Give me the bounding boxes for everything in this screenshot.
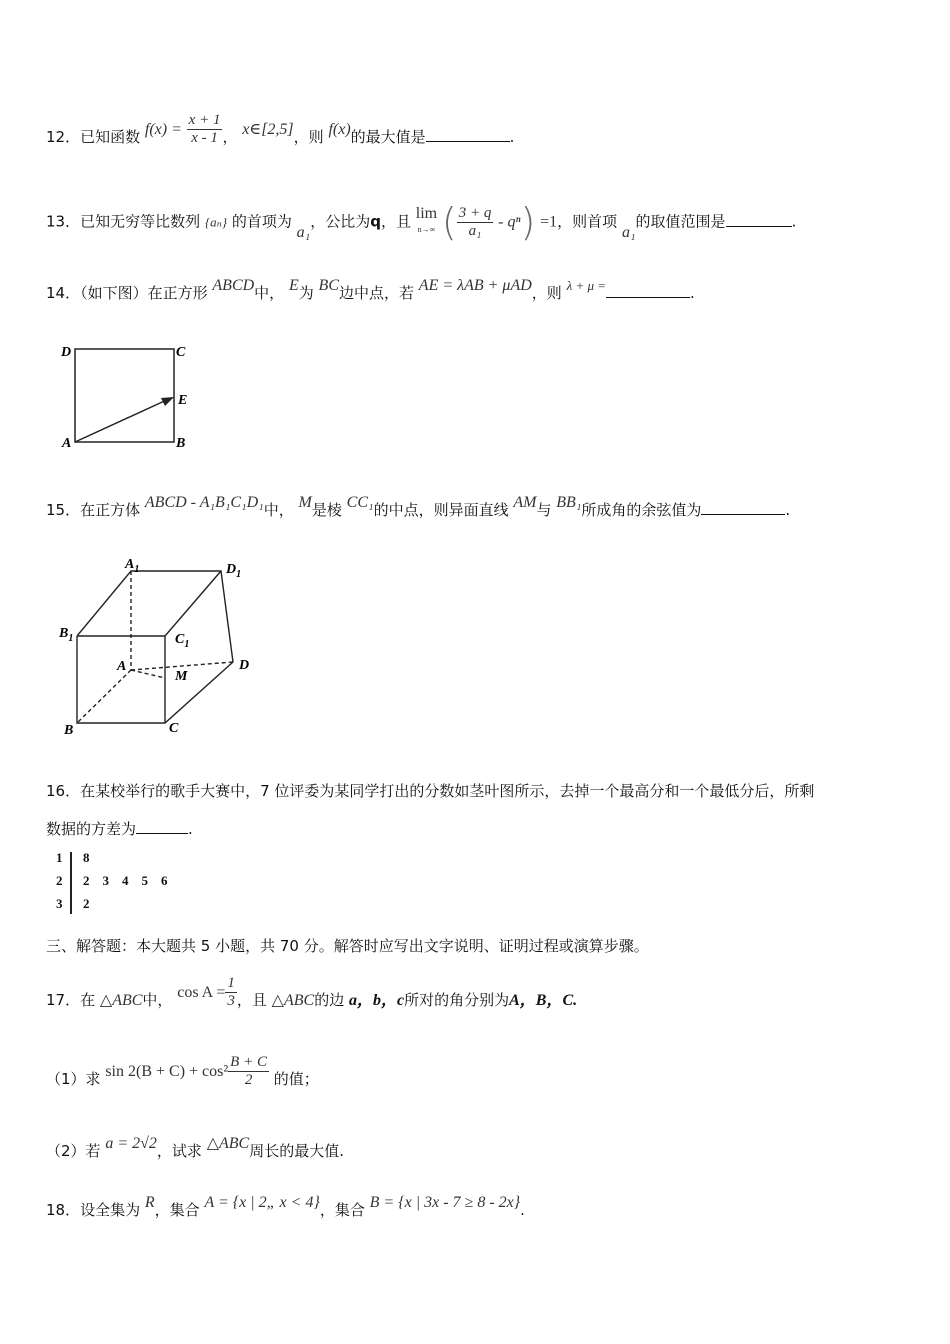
q13-frac-num: 3 + q xyxy=(458,204,492,221)
q12-number: 12． xyxy=(46,128,81,146)
q15-text5: 与 xyxy=(536,501,552,519)
q14-square-figure xyxy=(55,336,205,456)
q15-cube: ABCD - A₁B₁C₁D₁ xyxy=(144,494,264,511)
label-b1-sub: 1 xyxy=(68,633,74,644)
q17-1-frac-num: B + C xyxy=(230,1054,267,1070)
question-12 xyxy=(46,112,515,155)
question-13 xyxy=(46,200,796,244)
edge-c1d1 xyxy=(165,571,221,636)
q18-text3: ，集合 xyxy=(319,1201,365,1219)
q17-triangle2: △ABC xyxy=(271,992,315,1009)
q12-frac-num: x + 1 xyxy=(188,112,221,128)
label-b1-letter: B xyxy=(59,626,69,641)
q14-number: 14． xyxy=(46,284,81,302)
q17-1-label: （1）求 xyxy=(46,1070,101,1088)
stem-3: 3 xyxy=(56,896,63,911)
q13-a1: a₁ xyxy=(296,223,311,241)
q17-2-text2: ，试求 xyxy=(156,1142,202,1160)
section-3-heading: 三、解答题：本大题共 5 小题，共 70 分。解答时应写出文字说明、证明过程或演算步骤。 xyxy=(46,937,649,955)
q12-answer-blank[interactable] xyxy=(426,127,510,142)
q18-number: 18． xyxy=(46,1201,81,1219)
q13-paren-right: ) xyxy=(520,200,536,244)
question-18 xyxy=(46,1194,525,1220)
q15-cc1: CC₁ xyxy=(346,494,374,511)
label-d1-sub: 1 xyxy=(236,569,242,580)
q14-text5: ，则 xyxy=(531,284,562,302)
q13-lim-sub: n→∞ xyxy=(417,225,436,234)
q15-text4: 的中点，则异面直线 xyxy=(373,501,509,519)
q17-text2: 中， xyxy=(142,991,173,1009)
q13-text2: 的首项为 xyxy=(231,212,292,231)
q16-text2: 数据的方差为 xyxy=(46,820,137,838)
q17-number: 17． xyxy=(46,991,81,1009)
q17-2-expr: a = 2√2 xyxy=(105,1135,157,1152)
q17-1-frac-den: 2 xyxy=(244,1072,253,1088)
q12-domain: x∈[2,5] xyxy=(242,121,294,138)
label-c1 xyxy=(175,632,189,650)
q14-answer-blank[interactable] xyxy=(606,283,690,298)
q13-a1-second: a₁ xyxy=(621,223,636,241)
question-16-line1: 16．在某校举行的歌手大赛中，7 位评委为某同学打出的分数如茎叶图所示，去掉一个最高分和一个最低分后，所剩 xyxy=(46,782,815,800)
q17-frac-num: 1 xyxy=(227,975,235,991)
q13-eq: =1 xyxy=(540,213,558,231)
arrowhead-icon xyxy=(161,397,174,406)
q12-fraction xyxy=(187,112,223,147)
q17-2-label: （2）若 xyxy=(46,1142,101,1160)
stem-1: 1 xyxy=(56,850,63,865)
q15-bb1: BB₁ xyxy=(556,494,582,511)
label-d1-letter: D xyxy=(226,562,237,577)
square-outline xyxy=(75,349,174,442)
q14-text1: （如下图）在正方形 xyxy=(80,284,208,302)
q16-answer-blank[interactable] xyxy=(136,819,188,834)
q13-text1: 已知无穷等比数列 xyxy=(80,212,201,231)
q17-1-fraction xyxy=(228,1054,269,1089)
q12-period: . xyxy=(509,128,515,146)
label-a1-letter: A xyxy=(125,557,135,572)
q12-frac-den: x - 1 xyxy=(191,130,218,146)
q14-text4: 边中点，若 xyxy=(339,284,415,302)
q13-seq: {aₙ} xyxy=(204,214,228,230)
stem-2: 2 xyxy=(56,873,63,888)
q16-period: . xyxy=(188,820,193,838)
q13-answer-blank[interactable] xyxy=(726,212,792,227)
q18-R: R xyxy=(144,1194,155,1211)
q15-text6: 所成角的余弦值为 xyxy=(581,501,702,519)
label-c1-sub: 1 xyxy=(184,639,190,650)
q15-cube-figure xyxy=(55,552,275,747)
q17-fraction xyxy=(225,975,237,1010)
q18-text1: 设全集为 xyxy=(80,1201,141,1219)
q14-period: . xyxy=(690,284,695,302)
label-e: E xyxy=(178,393,188,408)
q17-text1: 在 xyxy=(80,991,96,1009)
q15-am: AM xyxy=(513,494,537,511)
q15-text1: 在正方体 xyxy=(80,501,141,519)
label-a: A xyxy=(62,436,72,451)
q14-abcd: ABCD xyxy=(212,277,255,294)
q17-1-expr: sin 2(B + C) + cos² xyxy=(105,1063,229,1080)
q15-m: M xyxy=(298,494,312,511)
vector-ae xyxy=(75,398,171,442)
q18-setA: A = {x | 2„ x < 4} xyxy=(204,1194,320,1211)
q17-angles: A，B，C. xyxy=(509,992,578,1009)
q15-number: 15． xyxy=(46,501,81,519)
q18-text2: ，集合 xyxy=(154,1201,200,1219)
q12-comma: ， xyxy=(222,128,238,146)
stem-divider xyxy=(70,852,72,914)
question-14 xyxy=(46,277,695,303)
leaves-3: 2 xyxy=(83,896,90,911)
q12-text: 已知函数 xyxy=(80,128,141,146)
q13-lim-word: lim xyxy=(415,205,438,222)
question-17 xyxy=(46,975,578,1018)
question-15 xyxy=(46,494,791,520)
q13-frac-den: a₁ xyxy=(468,222,482,239)
q17-sides: a，b，c xyxy=(348,992,405,1009)
question-17-part2 xyxy=(46,1135,345,1161)
q13-text4: ，且 xyxy=(380,212,411,231)
q18-setB: B = {x | 3x - 7 ≥ 8 - 2x} xyxy=(369,1194,521,1211)
q12-max: 的最大值是 xyxy=(350,128,426,146)
q12-then: ，则 xyxy=(293,128,324,146)
label-a: A xyxy=(117,659,127,674)
q17-text3: ，且 xyxy=(236,991,267,1009)
q13-text3: ，公比为 xyxy=(310,212,371,231)
label-d: D xyxy=(239,658,250,673)
q13-number: 13． xyxy=(46,212,81,231)
q17-text4: 的边 xyxy=(314,991,345,1009)
q17-1-text2: 的值； xyxy=(273,1070,319,1088)
q15-text3: 是棱 xyxy=(311,501,342,519)
q13-paren-left: ( xyxy=(441,200,457,244)
q13-q: q xyxy=(370,212,381,231)
label-d: D xyxy=(61,345,72,360)
q15-answer-blank[interactable] xyxy=(701,500,785,515)
label-b1 xyxy=(58,626,73,644)
q15-period: . xyxy=(785,501,791,519)
question-16-line2 xyxy=(46,818,193,839)
q13-text5: ，则首项 xyxy=(557,212,618,231)
label-m: M xyxy=(175,669,188,684)
segment-am-hidden xyxy=(131,670,165,678)
q17-frac-den: 3 xyxy=(227,993,235,1009)
q17-2-triangle: △ABC xyxy=(206,1135,250,1152)
label-b: B xyxy=(176,436,186,451)
label-c: C xyxy=(176,345,186,360)
q15-text2: 中， xyxy=(263,501,294,519)
q14-bc: BC xyxy=(318,277,339,294)
q13-text6: 的取值范围是 xyxy=(635,212,726,231)
q13-lim xyxy=(416,207,437,237)
q12-fx2: f(x) xyxy=(328,121,351,138)
q13-minus-qn: - qⁿ xyxy=(498,213,521,231)
edge-ab-hidden xyxy=(77,670,131,723)
label-a1-sub: 1 xyxy=(134,564,140,575)
q17-text5: 所对的角分别为 xyxy=(404,991,510,1009)
label-c1-letter: C xyxy=(175,632,185,647)
label-b: B xyxy=(64,723,74,738)
q14-vector-expr: AE = λAB + μAD xyxy=(418,277,532,294)
q17-triangle: △ABC xyxy=(99,992,143,1009)
q17-2-text3: 周长的最大值. xyxy=(249,1142,345,1160)
q14-e: E xyxy=(288,277,299,294)
leaves-2: 2 3 4 5 6 xyxy=(83,873,168,888)
q14-sum-expr: λ + μ = xyxy=(566,278,607,293)
q14-text2: 中， xyxy=(254,284,285,302)
question-17-part1 xyxy=(46,1054,319,1097)
q12-fx: f(x) = xyxy=(144,121,182,138)
q13-fraction xyxy=(457,205,494,240)
leaves-1: 8 xyxy=(83,850,90,865)
q13-period: . xyxy=(791,212,797,231)
q17-cosA: cos A = xyxy=(177,984,226,1001)
q18-period: . xyxy=(520,1201,525,1219)
label-c: C xyxy=(169,721,179,736)
label-d1 xyxy=(225,562,241,580)
q14-text3: 为 xyxy=(298,284,314,302)
